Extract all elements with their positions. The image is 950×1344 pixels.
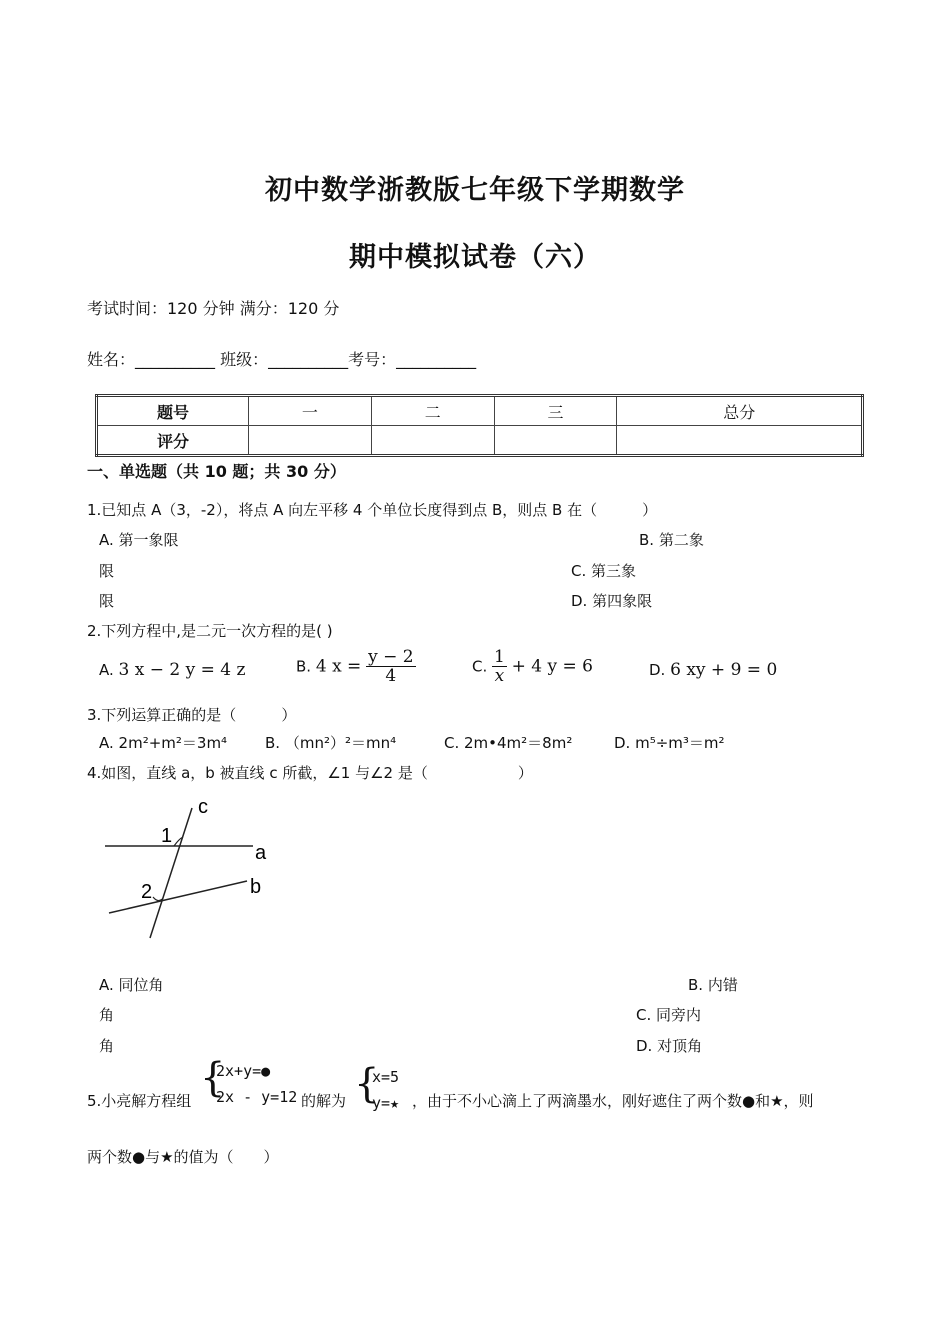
q4-figure bbox=[95, 793, 285, 943]
option-label: B. bbox=[296, 657, 312, 676]
question-5-stem-end: ，由于不小心滴上了两滴墨水，刚好遮住了两个数●和★，则 bbox=[412, 1092, 814, 1110]
equation: y=★ bbox=[372, 1094, 400, 1112]
score-table bbox=[95, 394, 864, 457]
question-5-stem-start: 5.小亮解方程组 bbox=[87, 1092, 192, 1110]
q4-option-b: B. 内错 bbox=[688, 976, 738, 994]
fraction-denominator: 4 bbox=[385, 666, 397, 686]
label-c: c bbox=[198, 796, 208, 818]
fraction-denominator: x bbox=[494, 666, 505, 686]
q2-option-c bbox=[472, 648, 593, 685]
class-blank[interactable]: __________ bbox=[268, 350, 349, 369]
q1-option-b-tail: 限 bbox=[99, 562, 115, 580]
table-cell[interactable] bbox=[617, 426, 863, 456]
table-cell: 总分 bbox=[617, 396, 863, 426]
name-label: 姓名： bbox=[87, 350, 136, 369]
q3-option-d: D. m⁵÷m³＝m² bbox=[614, 734, 725, 752]
table-cell: 三 bbox=[494, 396, 617, 426]
question-2-stem: 2.下列方程中,是二元一次方程的是( ) bbox=[87, 622, 333, 640]
q2-option-a bbox=[99, 660, 245, 680]
label-angle-2: 2 bbox=[141, 881, 153, 903]
q4-option-b-tail: 角 bbox=[99, 1006, 115, 1024]
label-b: b bbox=[250, 876, 262, 898]
fraction-numerator: 1 bbox=[494, 647, 505, 667]
equation-system-1 bbox=[216, 1058, 297, 1110]
q2-option-b bbox=[296, 648, 416, 685]
q1-option-c: C. 第三象 bbox=[571, 562, 637, 580]
name-blank[interactable]: __________ bbox=[135, 350, 216, 369]
q1-option-a: A. 第一象限 bbox=[99, 531, 179, 549]
table-cell[interactable] bbox=[494, 426, 617, 456]
option-label: D. bbox=[649, 661, 666, 679]
equation: 2x+y=● bbox=[216, 1062, 271, 1080]
q4-option-c: C. 同旁内 bbox=[636, 1006, 702, 1024]
table-cell[interactable] bbox=[249, 426, 372, 456]
question-5-stem-line2: 两个数●与★的值为（ ） bbox=[87, 1148, 279, 1166]
line-b bbox=[109, 881, 247, 913]
question-1-stem: 1.已知点 A（3，-2），将点 A 向左平移 4 个单位长度得到点 B，则点 B 在（ ） bbox=[87, 501, 658, 519]
q2-option-d bbox=[649, 660, 777, 680]
label-a: a bbox=[255, 842, 267, 864]
question-5-stem-mid: 的解为 bbox=[301, 1092, 347, 1110]
table-cell: 二 bbox=[371, 396, 494, 426]
fraction-numerator: y − 2 bbox=[368, 647, 414, 667]
option-label: C. bbox=[472, 657, 488, 676]
q4-option-a: A. 同位角 bbox=[99, 976, 164, 994]
table-cell: 评分 bbox=[97, 426, 249, 456]
q3-option-c: C. 2m•4m²＝8m² bbox=[444, 734, 573, 752]
system-brace: { bbox=[354, 1061, 380, 1107]
page-subtitle: 期中模拟试卷（六） bbox=[349, 242, 601, 273]
section-title: 一、单选题（共 10 题；共 30 分） bbox=[87, 462, 346, 481]
system-brace: { bbox=[200, 1055, 226, 1101]
score-table-score-row bbox=[97, 426, 863, 456]
option-math: 6 xy + 9 = 0 bbox=[670, 660, 778, 680]
student-info bbox=[87, 347, 476, 370]
equation: 2x - y=12 bbox=[216, 1088, 298, 1106]
q4-option-c-tail: 角 bbox=[99, 1037, 115, 1055]
fraction bbox=[366, 648, 415, 685]
exam-info: 考试时间：120 分钟 满分：120 分 bbox=[87, 299, 340, 318]
q1-option-c-tail: 限 bbox=[99, 592, 115, 610]
question-4-stem: 4.如图，直线 a，b 被直线 c 所截，∠1 与∠2 是（ ） bbox=[87, 764, 533, 782]
option-label: A. bbox=[99, 661, 114, 679]
table-cell[interactable] bbox=[371, 426, 494, 456]
equation: x=5 bbox=[372, 1068, 400, 1086]
q4-option-d: D. 对顶角 bbox=[636, 1037, 703, 1055]
number-label: 考号： bbox=[348, 350, 397, 369]
page-title: 初中数学浙教版七年级下学期数学 bbox=[265, 175, 685, 206]
angle-2-arc bbox=[153, 897, 162, 901]
q1-option-b: B. 第二象 bbox=[639, 531, 704, 549]
score-table-header-row bbox=[97, 396, 863, 426]
q3-option-b: B. （mn²）²＝mn⁴ bbox=[265, 734, 397, 752]
option-math: 4 x = bbox=[315, 656, 362, 677]
q3-option-a: A. 2m²+m²＝3m⁴ bbox=[99, 734, 228, 752]
option-math: + 4 y = 6 bbox=[511, 656, 593, 677]
number-blank[interactable]: __________ bbox=[396, 350, 477, 369]
class-label: 班级： bbox=[220, 350, 269, 369]
option-math: 3 x − 2 y = 4 z bbox=[118, 660, 246, 680]
equation-system-2 bbox=[372, 1064, 399, 1116]
table-cell: 一 bbox=[249, 396, 372, 426]
question-3-stem: 3.下列运算正确的是（ ） bbox=[87, 706, 297, 724]
q1-option-d: D. 第四象限 bbox=[571, 592, 653, 610]
fraction bbox=[492, 648, 507, 685]
label-angle-1: 1 bbox=[161, 825, 173, 847]
table-cell: 题号 bbox=[97, 396, 249, 426]
